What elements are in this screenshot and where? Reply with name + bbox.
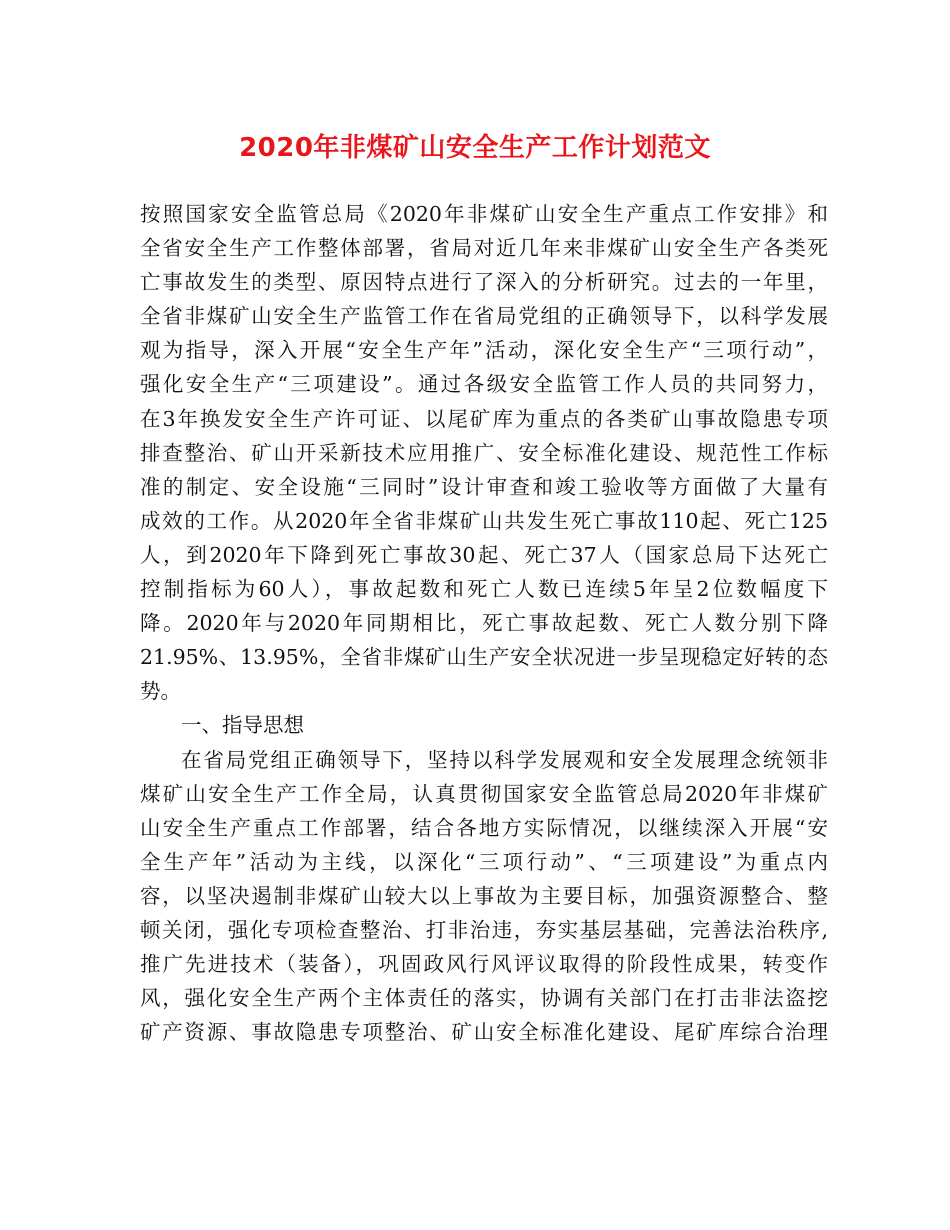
text-line: 煤矿山安全生产工作全局，认真贯彻国家安全监管总局2020年非煤矿 xyxy=(140,781,828,806)
text-line: 成效的工作。从2020年全省非煤矿山共发生死亡事故110起、死亡125 xyxy=(140,508,828,533)
section-heading: 一、指导思想 xyxy=(181,713,304,738)
text-line: 在省局党组正确领导下，坚持以科学发展观和安全发展理念统领非 xyxy=(181,747,828,772)
text-line: 人，到2020年下降到死亡事故30起、死亡37人（国家总局下达死亡 xyxy=(140,542,828,567)
text-line: 风，强化安全生产两个主体责任的落实，协调有关部门在打击非法盗挖 xyxy=(140,986,828,1011)
text-line: 全生产年”活动为主线，以深化“三项行动”、“三项建设”为重点内 xyxy=(140,849,828,874)
text-line: 顿关闭，强化专项检查整治、打非治违，夯实基层基础，完善法治秩序, xyxy=(140,917,828,942)
text-line: 观为指导，深入开展“安全生产年”活动，深化安全生产“三项行动”， xyxy=(140,338,828,363)
text-line: 按照国家安全监管总局《2020年非煤矿山安全生产重点工作安排》和 xyxy=(140,202,828,226)
document-body xyxy=(140,197,828,1049)
text-line: 矿产资源、事故隐患专项整治、矿山安全标准化建设、尾矿库综合治理 xyxy=(140,1020,828,1045)
text-line: 21.95%、13.95%，全省非煤矿山生产安全状况进一步呈现稳定好转的态 xyxy=(140,645,828,670)
text-line: 全省非煤矿山安全生产监管工作在省局党组的正确领导下，以科学发展 xyxy=(140,304,828,329)
text-line: 在3年换发安全生产许可证、以尾矿库为重点的各类矿山事故隐患专项 xyxy=(140,406,828,431)
text-line: 全省安全生产工作整体部署，省局对近几年来非煤矿山安全生产各类死 xyxy=(140,236,828,261)
text-line: 势。 xyxy=(140,679,181,704)
text-line: 强化安全生产“三项建设”。通过各级安全监管工作人员的共同努力， xyxy=(140,372,828,397)
text-line: 控制指标为60人），事故起数和死亡人数已连续5年呈2位数幅度下 xyxy=(140,577,828,602)
text-line: 降。2020年与2020年同期相比，死亡事故起数、死亡人数分别下降 xyxy=(140,611,828,636)
text-line: 亡事故发生的类型、原因特点进行了深入的分析研究。过去的一年里， xyxy=(140,270,828,295)
text-line: 容，以坚决遏制非煤矿山较大以上事故为主要目标，加强资源整合、整 xyxy=(140,883,828,908)
text-line: 推广先进技术（装备），巩固政风行风评议取得的阶段性成果，转变作 xyxy=(140,952,828,977)
text-line: 准的制定、安全设施“三同时”设计审查和竣工验收等方面做了大量有 xyxy=(140,474,828,499)
text-line: 排查整治、矿山开采新技术应用推广、安全标准化建设、规范性工作标 xyxy=(140,440,828,465)
text-line: 山安全生产重点工作部署，结合各地方实际情况，以继续深入开展“安 xyxy=(140,815,828,840)
document-title: 2020年非煤矿山安全生产工作计划范文 xyxy=(239,133,711,163)
